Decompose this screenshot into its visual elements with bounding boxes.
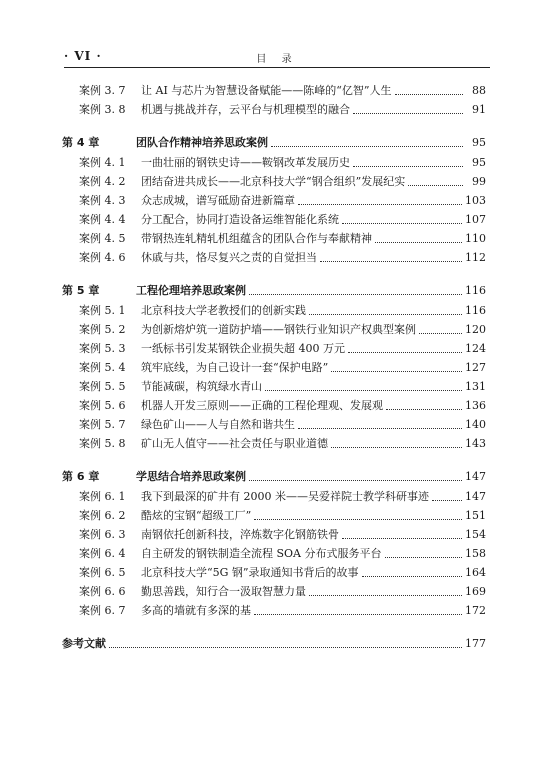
entry-number: 案例 4. 5 (79, 232, 126, 245)
entry-page-number: 116 (465, 304, 486, 317)
section-gap (62, 120, 486, 134)
entry-page-number: 120 (465, 323, 486, 336)
entry-title: 团结奋进共成长——北京科技大学“钢合组织”发展纪实 (141, 175, 406, 188)
entry-page-number: 95 (472, 156, 486, 169)
entry-number: 案例 5. 3 (79, 342, 126, 355)
entry-title: 酷炫的宝钢“超级工厂” (141, 509, 252, 522)
entry-title: 北京科技大学老教授们的创新实践 (141, 304, 306, 317)
dot-leader (419, 332, 462, 334)
entry-page-number: 116 (465, 284, 486, 297)
section-gap (62, 454, 486, 468)
toc-case-entry[interactable] (62, 101, 486, 120)
toc-case-entry[interactable] (62, 507, 486, 526)
entry-number: 案例 6. 5 (79, 566, 126, 579)
entry-title: 自主研发的钢铁制造全流程 SOA 分布式服务平台 (141, 547, 382, 560)
dot-leader (254, 613, 462, 615)
entry-page-number: 143 (465, 437, 486, 450)
dot-leader (298, 203, 462, 205)
toc-case-entry[interactable] (62, 192, 486, 211)
entry-page-number: 103 (465, 194, 486, 207)
entry-title: 休戚与共，恪尽复兴之责的自觉担当 (141, 251, 317, 264)
entry-number: 案例 4. 2 (79, 175, 126, 188)
entry-number: 案例 3. 8 (79, 103, 126, 116)
entry-page-number: 164 (465, 566, 486, 579)
entry-page-number: 88 (472, 84, 486, 97)
entry-title: 一纸标书引发某钢铁企业损失超 400 万元 (141, 342, 345, 355)
dot-leader (320, 260, 462, 262)
dot-leader (395, 93, 463, 95)
toc-case-entry[interactable] (62, 230, 486, 249)
entry-number: 案例 4. 1 (79, 156, 126, 169)
toc-case-entry[interactable] (62, 340, 486, 359)
entry-page-number: 95 (472, 136, 486, 149)
entry-title: 我下到最深的矿井有 2000 米——吴爱祥院士教学科研事迹 (141, 490, 429, 503)
entry-number: 案例 6. 3 (79, 528, 126, 541)
entry-page-number: 169 (465, 585, 486, 598)
toc-case-entry[interactable] (62, 602, 486, 621)
toc-chapter-entry[interactable] (62, 134, 486, 154)
entry-title: 为创新熔炉筑一道防护墙——钢铁行业知识产权典型案例 (141, 323, 416, 336)
entry-page-number: 124 (465, 342, 486, 355)
entry-title: 勤思善践，知行合一汲取智慧力量 (141, 585, 306, 598)
dot-leader (249, 293, 462, 295)
dot-leader (265, 389, 462, 391)
entry-number: 案例 5. 1 (79, 304, 126, 317)
dot-leader (386, 408, 462, 410)
entry-number: 案例 5. 8 (79, 437, 126, 450)
entry-title: 团队合作精神培养思政案例 (136, 136, 268, 149)
entry-page-number: 154 (465, 528, 486, 541)
entry-number: 第 6 章 (62, 470, 100, 483)
dot-leader (408, 184, 463, 186)
entry-page-number: 147 (465, 490, 486, 503)
toc-case-entry[interactable] (62, 545, 486, 564)
dot-leader (331, 370, 462, 372)
toc-case-entry[interactable] (62, 249, 486, 268)
dot-leader (309, 313, 462, 315)
entry-number: 案例 5. 2 (79, 323, 126, 336)
toc-case-entry[interactable] (62, 564, 486, 583)
dot-leader (109, 646, 462, 648)
entry-number: 案例 4. 4 (79, 213, 126, 226)
table-of-contents (62, 82, 486, 655)
toc-case-entry[interactable] (62, 173, 486, 192)
entry-number: 案例 6. 2 (79, 509, 126, 522)
toc-case-entry[interactable] (62, 416, 486, 435)
dot-leader (309, 594, 462, 596)
entry-number: 第 4 章 (62, 136, 100, 149)
dot-leader (348, 351, 462, 353)
entry-page-number: 127 (465, 361, 486, 374)
page-header (64, 49, 490, 68)
entry-page-number: 151 (465, 509, 486, 522)
entry-title: 北京科技大学“5G 钢”录取通知书背后的故事 (141, 566, 359, 579)
toc-case-entry[interactable] (62, 488, 486, 507)
toc-case-entry[interactable] (62, 435, 486, 454)
entry-number: 案例 6. 7 (79, 604, 126, 617)
entry-number: 案例 4. 3 (79, 194, 126, 207)
page-number-roman: · VI · (64, 49, 102, 63)
toc-case-entry[interactable] (62, 378, 486, 397)
toc-case-entry[interactable] (62, 154, 486, 173)
entry-title: 众志成城，谱写砥励奋进新篇章 (141, 194, 295, 207)
toc-chapter-entry[interactable] (62, 468, 486, 488)
entry-number: 案例 5. 7 (79, 418, 126, 431)
entry-number: 案例 6. 4 (79, 547, 126, 560)
toc-case-entry[interactable] (62, 211, 486, 230)
entry-title: 机器人开发三原则——正确的工程伦理观、发展观 (141, 399, 383, 412)
entry-title: 参考文献 (62, 637, 106, 650)
entry-page-number: 140 (465, 418, 486, 431)
entry-number: 案例 5. 6 (79, 399, 126, 412)
dot-leader (375, 241, 462, 243)
section-gap (62, 268, 486, 282)
toc-case-entry[interactable] (62, 526, 486, 545)
dot-leader (342, 222, 462, 224)
entry-page-number: 110 (465, 232, 486, 245)
dot-leader (432, 499, 462, 501)
entry-title: 工程伦理培养思政案例 (136, 284, 246, 297)
entry-number: 案例 5. 5 (79, 380, 126, 393)
entry-title: 带钢热连轧精轧机组蕴含的团队合作与奉献精神 (141, 232, 372, 245)
entry-title: 让 AI 与芯片为智慧设备赋能——陈峰的“亿智”人生 (141, 84, 392, 97)
toc-case-entry[interactable] (62, 359, 486, 378)
entry-page-number: 147 (465, 470, 486, 483)
entry-number: 第 5 章 (62, 284, 100, 297)
entry-page-number: 107 (465, 213, 486, 226)
section-gap (62, 621, 486, 635)
entry-number: 案例 3. 7 (79, 84, 126, 97)
toc-chapter-entry[interactable] (62, 282, 486, 302)
toc-case-entry[interactable] (62, 302, 486, 321)
dot-leader (254, 518, 462, 520)
toc-case-entry[interactable] (62, 321, 486, 340)
entry-page-number: 172 (465, 604, 486, 617)
toc-case-entry[interactable] (62, 583, 486, 602)
entry-page-number: 91 (472, 103, 486, 116)
entry-title: 机遇与挑战并存，云平台与机理模型的融合 (141, 103, 350, 116)
entry-title: 南钢依托创新科技，淬炼数字化钢筋铁骨 (141, 528, 339, 541)
dot-leader (249, 479, 462, 481)
entry-title: 分工配合，协同打造设备运维智能化系统 (141, 213, 339, 226)
header-title: 目 录 (256, 54, 298, 65)
dot-leader (298, 427, 462, 429)
entry-title: 筑牢底线，为自己设计一套“保护电路” (141, 361, 329, 374)
entry-title: 多高的墙就有多深的基 (141, 604, 251, 617)
entry-title: 节能减碳，构筑绿水青山 (141, 380, 262, 393)
entry-page-number: 131 (465, 380, 486, 393)
entry-title: 绿色矿山——人与自然和谐共生 (141, 418, 295, 431)
entry-title: 学思结合培养思政案例 (136, 470, 246, 483)
entry-title: 一曲壮丽的钢铁史诗——鞍钢改革发展历史 (141, 156, 350, 169)
entry-page-number: 158 (465, 547, 486, 560)
dot-leader (342, 537, 462, 539)
dot-leader (271, 145, 463, 147)
dot-leader (362, 575, 462, 577)
dot-leader (353, 165, 463, 167)
entry-page-number: 177 (465, 637, 486, 650)
dot-leader (331, 446, 462, 448)
entry-page-number: 112 (465, 251, 486, 264)
entry-number: 案例 4. 6 (79, 251, 126, 264)
toc-case-entry[interactable] (62, 82, 486, 101)
dot-leader (385, 556, 463, 558)
entry-title: 矿山无人值守——社会责任与职业道德 (141, 437, 328, 450)
entry-page-number: 136 (465, 399, 486, 412)
dot-leader (353, 112, 463, 114)
entry-page-number: 99 (472, 175, 486, 188)
entry-number: 案例 5. 4 (79, 361, 126, 374)
toc-chapter-entry[interactable] (62, 635, 486, 655)
entry-number: 案例 6. 1 (79, 490, 126, 503)
entry-number: 案例 6. 6 (79, 585, 126, 598)
toc-case-entry[interactable] (62, 397, 486, 416)
